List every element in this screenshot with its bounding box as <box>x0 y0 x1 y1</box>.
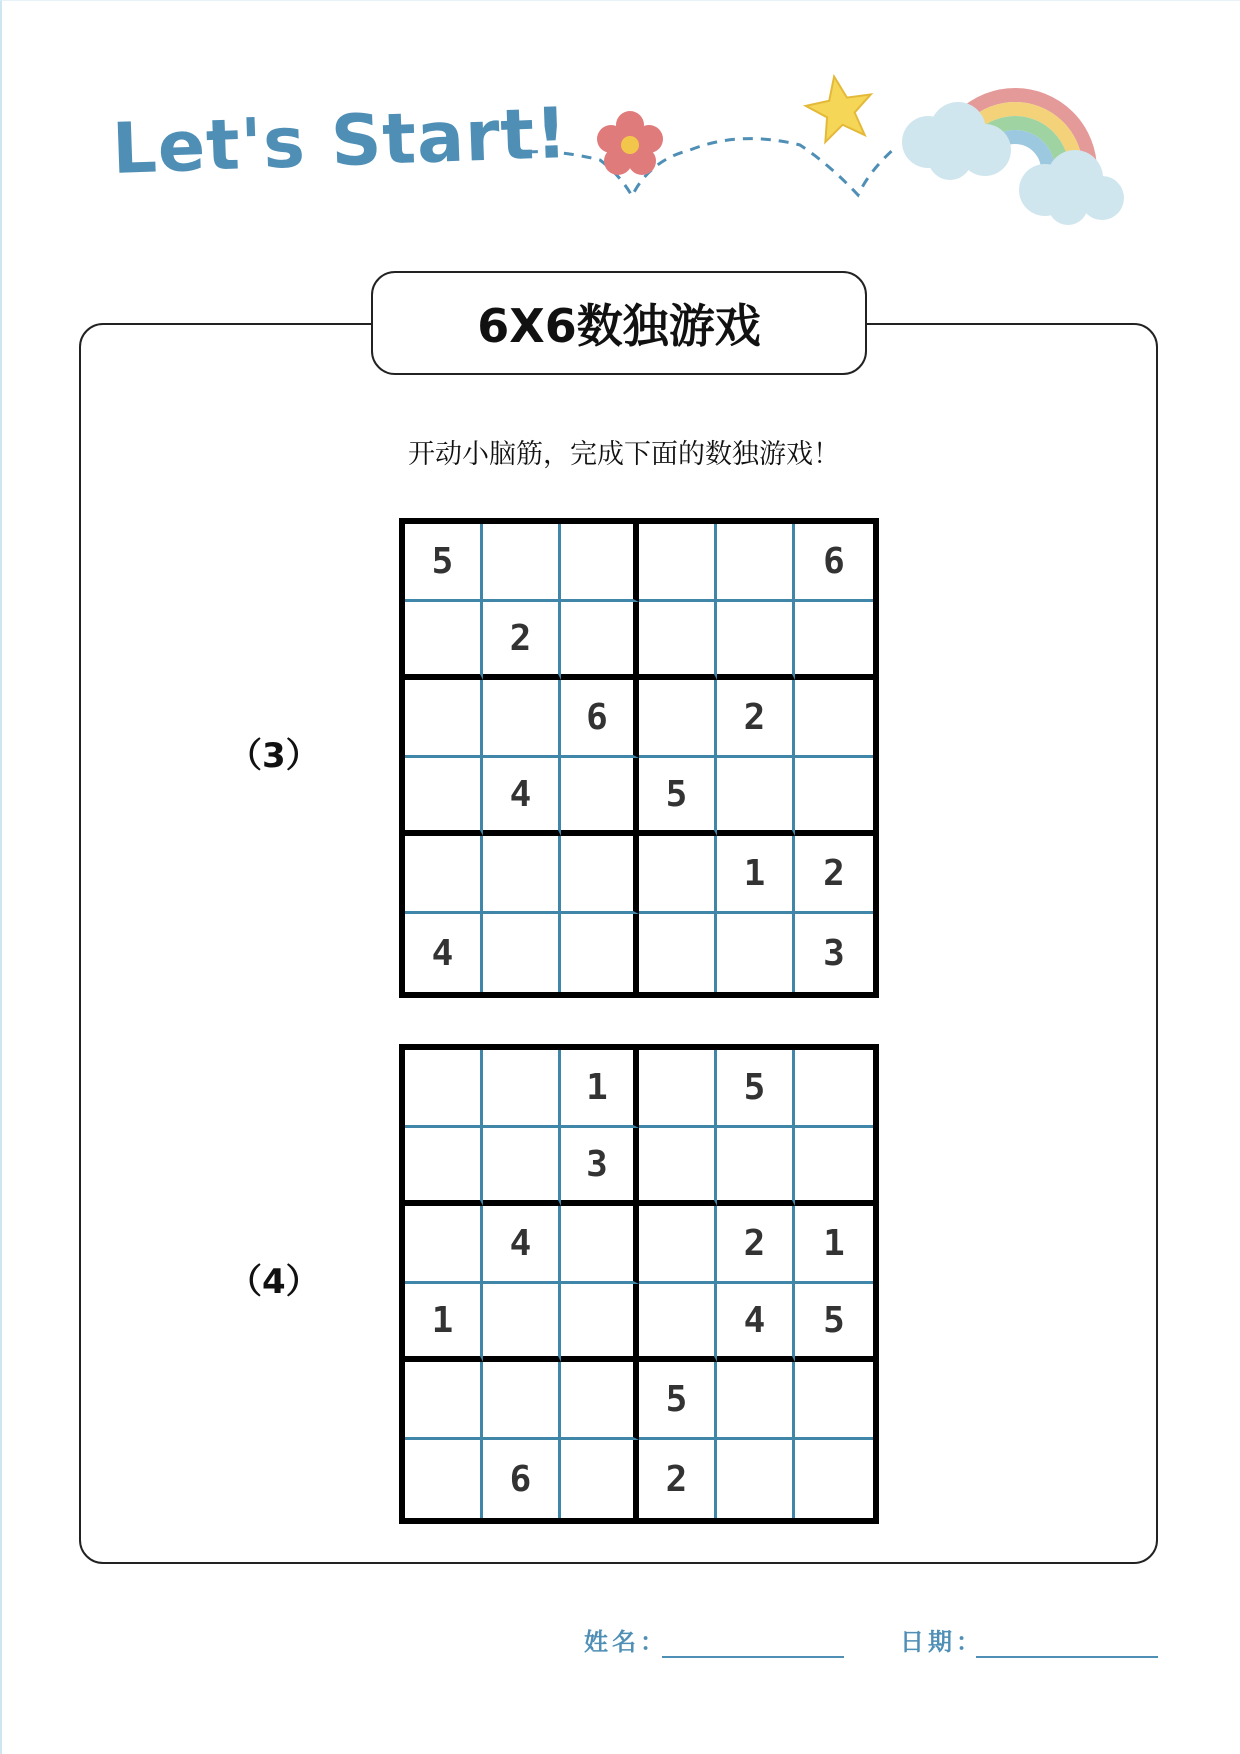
sudoku-cell[interactable]: 4 <box>405 914 483 992</box>
page-title-text: 6X6数独游戏 <box>477 299 761 353</box>
sudoku-cell[interactable] <box>795 1050 873 1128</box>
sudoku-cell[interactable] <box>717 524 795 602</box>
sudoku-cell[interactable]: 2 <box>795 836 873 914</box>
sudoku-cell[interactable] <box>795 680 873 758</box>
sudoku-cell[interactable] <box>639 680 717 758</box>
sudoku-cell[interactable] <box>483 680 561 758</box>
sudoku-cell[interactable] <box>639 836 717 914</box>
sudoku-cell[interactable] <box>405 680 483 758</box>
sudoku-cell[interactable] <box>795 1128 873 1206</box>
sudoku-cell[interactable]: 3 <box>823 932 845 974</box>
sudoku-cell[interactable] <box>561 1284 639 1362</box>
sudoku-cell[interactable] <box>561 1362 639 1440</box>
sudoku-cell[interactable]: 3 <box>561 1128 639 1206</box>
header-banner <box>0 0 1240 240</box>
sudoku-cell[interactable] <box>561 1206 639 1284</box>
puzzle-label-4: （4） <box>228 1262 320 1302</box>
star-icon <box>802 71 878 145</box>
sudoku-cell[interactable] <box>639 1206 717 1284</box>
sudoku-cell[interactable] <box>717 914 795 992</box>
sudoku-cell[interactable] <box>717 1440 795 1518</box>
date-label: 日期： <box>900 1628 984 1656</box>
banner-title: Let's Start! <box>110 92 570 190</box>
sudoku-cell[interactable] <box>561 758 639 836</box>
sudoku-cell[interactable]: 2 <box>717 1206 795 1284</box>
sudoku-cell[interactable] <box>405 1050 483 1128</box>
sudoku-cell[interactable] <box>483 524 561 602</box>
sudoku-cell[interactable]: 5 <box>639 1362 717 1440</box>
sudoku-cell[interactable] <box>561 914 639 992</box>
sudoku-cell[interactable]: 6 <box>483 1440 561 1518</box>
name-label: 姓名： <box>584 1628 668 1656</box>
sudoku-cell[interactable] <box>483 914 561 992</box>
sudoku-cell[interactable] <box>483 1128 561 1206</box>
sudoku-cell[interactable] <box>483 836 561 914</box>
page-title <box>371 271 867 375</box>
sudoku-cell[interactable]: 6 <box>561 680 639 758</box>
sudoku-grid-4 <box>399 1044 879 1524</box>
sudoku-grid-3 <box>399 518 879 998</box>
sudoku-cell[interactable]: 4 <box>717 1284 795 1362</box>
sudoku-cell[interactable] <box>639 1128 717 1206</box>
sudoku-cell[interactable] <box>639 914 717 992</box>
sudoku-cell[interactable]: 1 <box>405 1284 483 1362</box>
name-line[interactable] <box>662 1656 844 1658</box>
sudoku-cell[interactable] <box>561 524 639 602</box>
sudoku-cell[interactable] <box>561 1440 639 1518</box>
sudoku-cell[interactable]: 4 <box>483 1206 561 1284</box>
sudoku-cell[interactable] <box>717 758 795 836</box>
sudoku-cell[interactable] <box>639 1284 717 1362</box>
sudoku-cell[interactable] <box>639 524 717 602</box>
sudoku-cell[interactable] <box>717 1128 795 1206</box>
sudoku-cell[interactable] <box>561 836 639 914</box>
sudoku-cell[interactable] <box>639 1050 717 1128</box>
sudoku-cell[interactable]: 2 <box>639 1440 717 1518</box>
sudoku-cell[interactable]: 5 <box>405 524 483 602</box>
sudoku-cell[interactable]: 4 <box>483 758 561 836</box>
sudoku-cell[interactable]: 2 <box>483 602 561 680</box>
sudoku-cell[interactable]: 1 <box>717 836 795 914</box>
sudoku-cell[interactable] <box>483 1284 561 1362</box>
sudoku-cell[interactable] <box>561 602 639 680</box>
sudoku-cell[interactable] <box>795 1362 873 1440</box>
sudoku-cell[interactable]: 1 <box>561 1050 639 1128</box>
date-line[interactable] <box>976 1656 1158 1658</box>
sudoku-cell[interactable] <box>405 1440 483 1518</box>
sudoku-cell[interactable] <box>483 1362 561 1440</box>
sudoku-cell[interactable]: 1 <box>795 1206 873 1284</box>
sudoku-cell[interactable] <box>483 1050 561 1128</box>
sudoku-cell[interactable] <box>639 602 717 680</box>
sudoku-cell[interactable] <box>717 1362 795 1440</box>
dashed-path <box>528 139 895 196</box>
sudoku-cell[interactable] <box>795 758 873 836</box>
sudoku-cell[interactable] <box>795 1440 873 1518</box>
sudoku-cell[interactable] <box>405 1362 483 1440</box>
sudoku-cell[interactable] <box>405 1206 483 1284</box>
sudoku-cell[interactable] <box>405 836 483 914</box>
sudoku-cell[interactable]: 6 <box>795 524 873 602</box>
puzzle-label-3: （3） <box>228 736 320 776</box>
sudoku-cell[interactable] <box>717 602 795 680</box>
sudoku-cell[interactable] <box>795 602 873 680</box>
sudoku-cell[interactable] <box>405 758 483 836</box>
sudoku-cell[interactable] <box>405 602 483 680</box>
instruction-text: 开动小脑筋，完成下面的数独游戏！ <box>408 439 840 470</box>
sudoku-cell[interactable]: 2 <box>717 680 795 758</box>
sudoku-cell[interactable] <box>405 1128 483 1206</box>
sudoku-cell[interactable]: 5 <box>717 1050 795 1128</box>
flower-icon <box>597 111 663 175</box>
sudoku-cell[interactable]: 5 <box>639 758 717 836</box>
sudoku-cell[interactable]: 5 <box>795 1284 873 1362</box>
